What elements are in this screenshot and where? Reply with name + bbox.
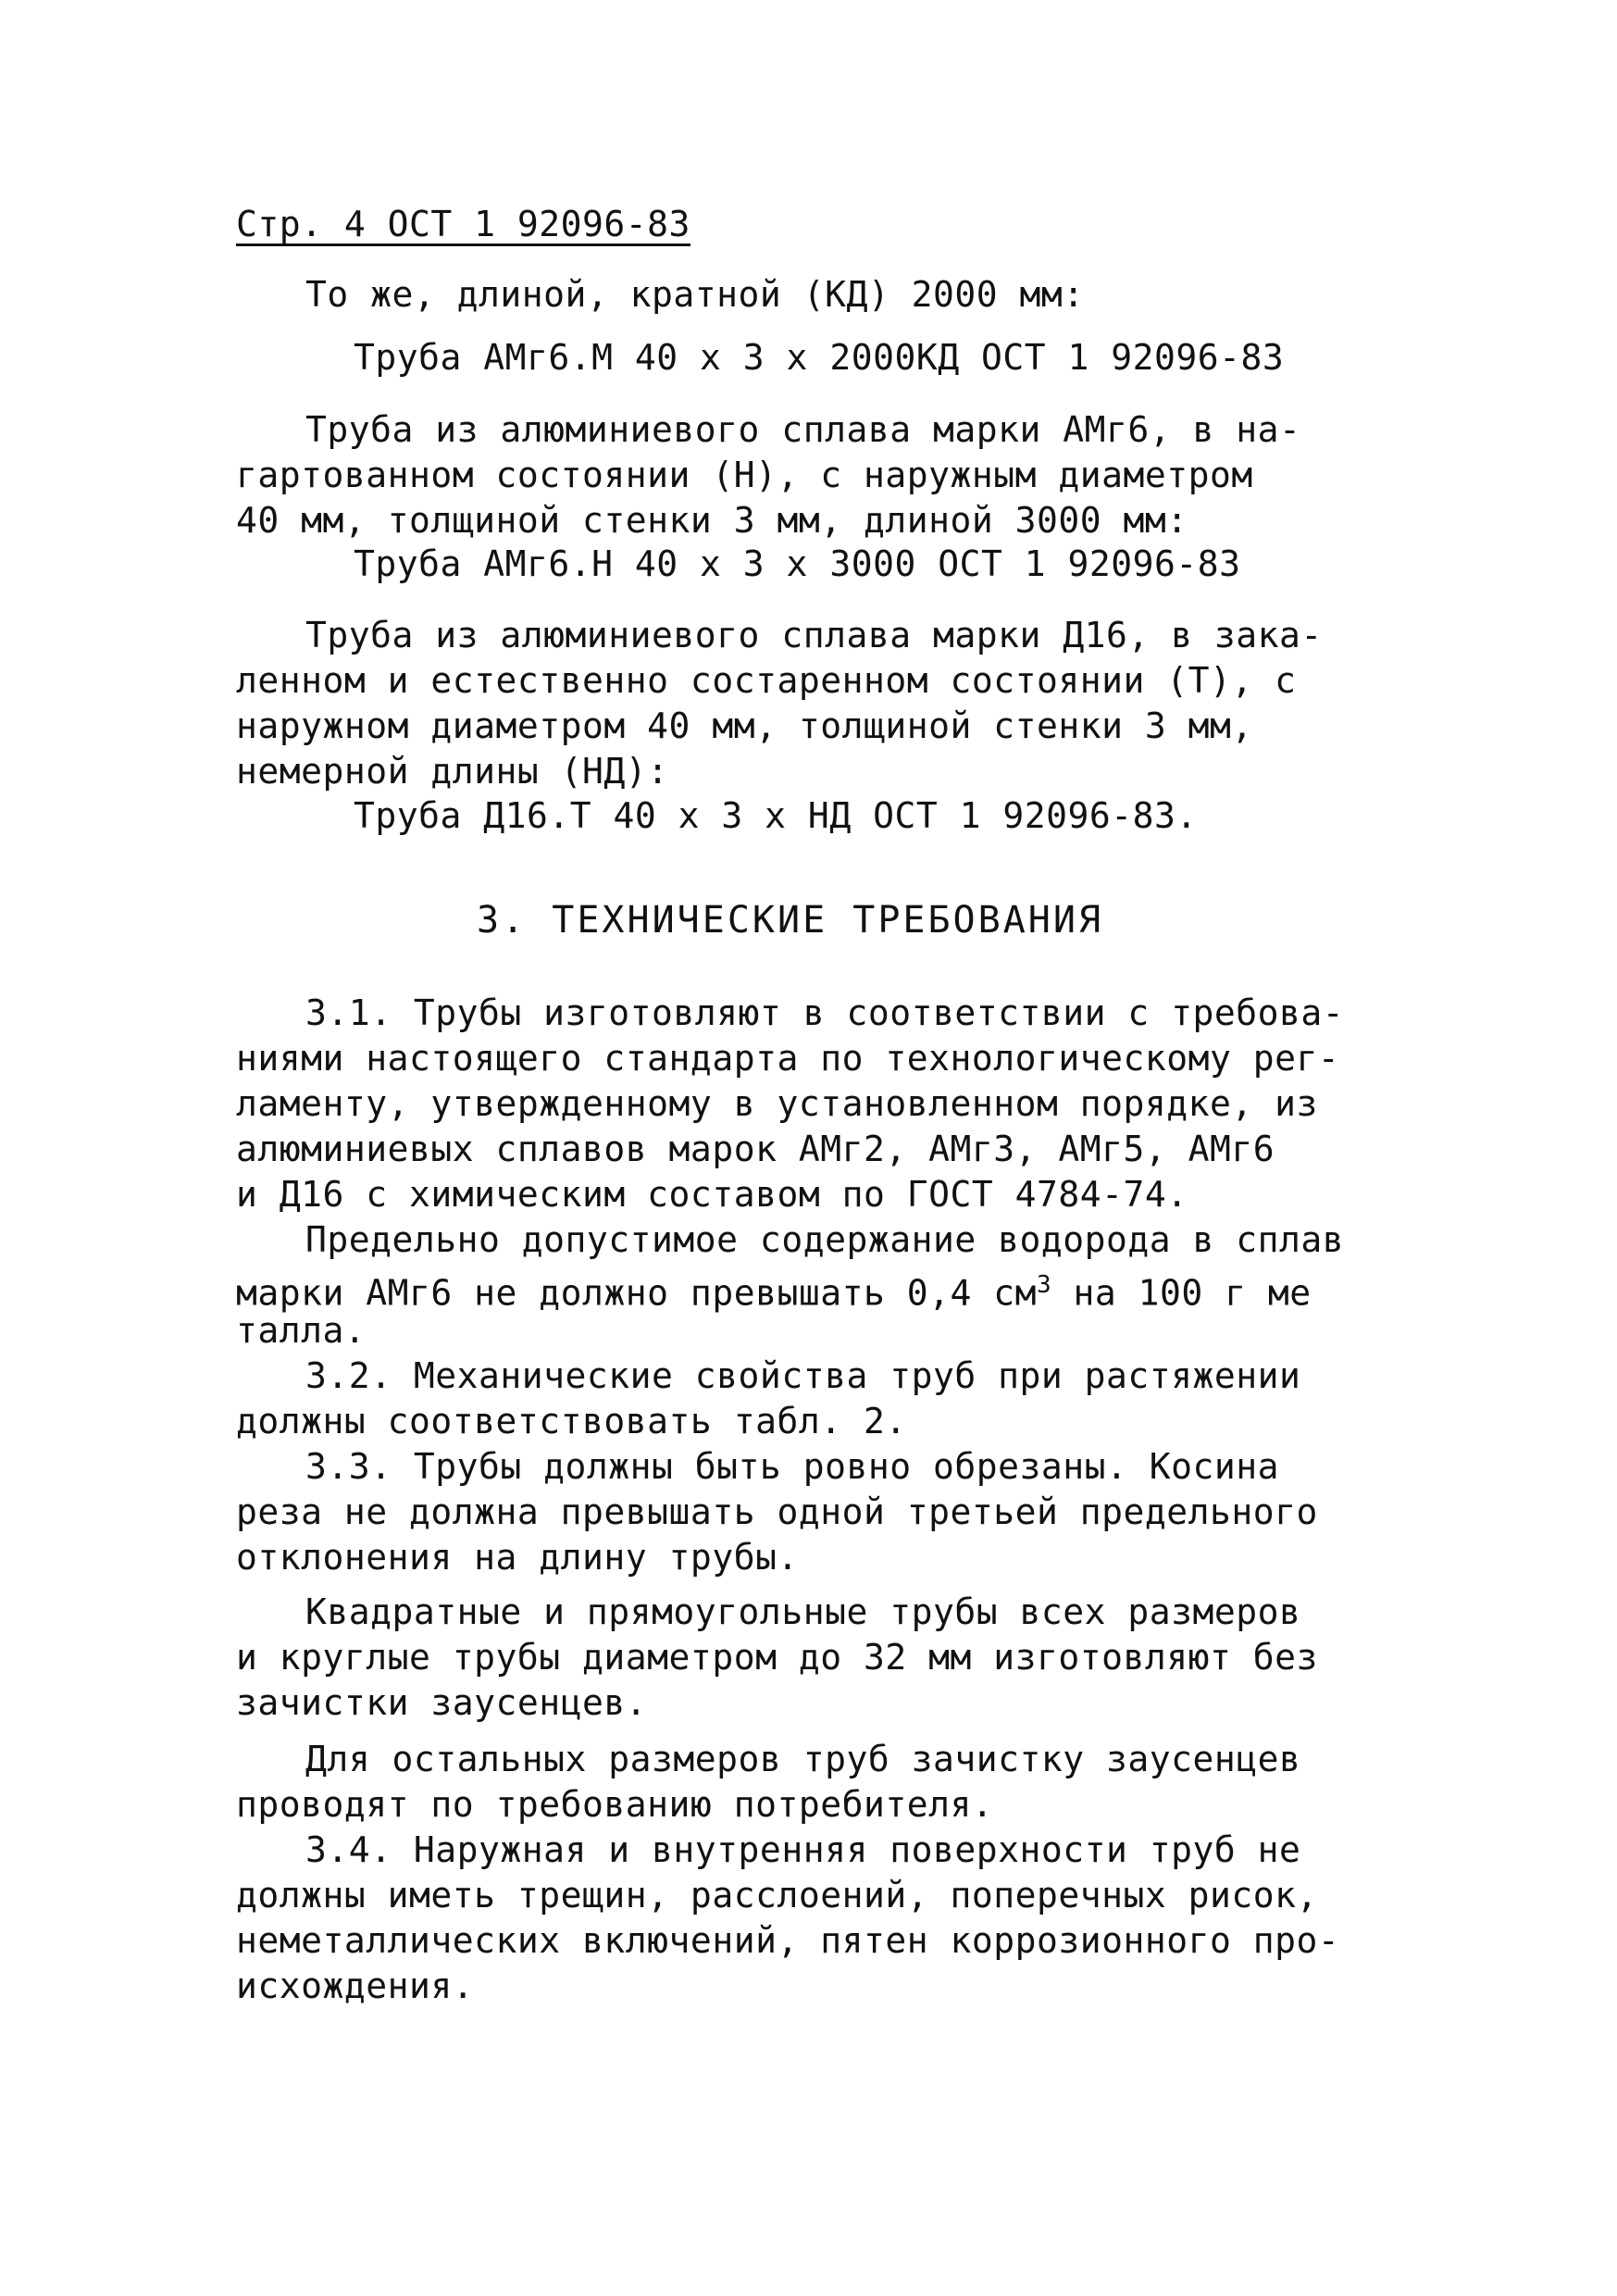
p3-3-line: реза не должна превышать одной третьей предельного [236,1491,1318,1532]
para-1-line: Труба из алюминиевого сплава марки АМг6, в на- [305,409,1301,450]
p3-2-line: 3.2. Механические свойства труб при растяжении [305,1355,1301,1396]
p3-3-line: отклонения на длину трубы. [236,1537,799,1578]
p3-1-line: и Д16 с химическим составом по ГОСТ 4784-74. [236,1174,1188,1215]
square-tubes-line: и круглые трубы диаметром до 32 мм изготовляют без [236,1637,1318,1678]
p3-1-line: ламенту, утвержденному в установленном порядке, из [236,1083,1318,1124]
p3-4-line: исхождения. [236,1965,475,2006]
square-tubes-line: зачистки заусенцев. [236,1682,648,1723]
other-sizes-line: проводят по требованию потребителя. [236,1784,994,1825]
hydrogen-text: марки АМг6 не должно превышать 0,4 см [236,1272,1037,1314]
example-intro: То же, длиной, кратной (КД) 2000 мм: [305,274,1085,315]
hydrogen-text: на 100 г ме [1051,1272,1312,1314]
section-title: 3. ТЕХНИЧЕСКИЕ ТРЕБОВАНИЯ [477,899,1104,942]
p3-4-line: должны иметь трещин, расслоений, поперечных рисок, [236,1875,1318,1915]
para-2-line: немерной длины (НД): [236,751,669,792]
designation-2: Труба АМг6.Н 40 х 3 х 3000 ОСТ 1 92096-83 [354,543,1241,584]
p3-1-line: 3.1. Трубы изготовляют в соответствии с требова- [305,992,1345,1033]
hydrogen-line [236,1263,1312,1316]
para-1-line: 40 мм, толщиной стенки 3 мм, длиной 3000 мм: [236,500,1188,541]
p3-1-line: ниями настоящего стандарта по технологическому рег- [236,1038,1340,1079]
hydrogen-line: талла. [236,1310,367,1351]
designation-1: Труба АМг6.М 40 х 3 х 2000КД ОСТ 1 92096-83 [354,337,1285,378]
p3-2-line: должны соответствовать табл. 2. [236,1401,907,1441]
para-2-line: наружном диаметром 40 мм, толщиной стенки 3 мм, [236,705,1253,746]
designation-3: Труба Д16.Т 40 х 3 х НД ОСТ 1 92096-83. [354,795,1198,836]
superscript-3: 3 [1036,1271,1052,1299]
para-1-line: гартованном состоянии (Н), с наружным диаметром [236,455,1253,495]
para-2-line: ленном и естественно состаренном состоянии (Т), с [236,660,1297,701]
p3-1-line: алюминиевых сплавов марок АМг2, АМг3, АМг5, АМг6 [236,1129,1275,1169]
square-tubes-line: Квадратные и прямоугольные трубы всех размеров [305,1591,1301,1632]
hydrogen-line: Предельно допустимое содержание водорода в сплав [305,1219,1345,1260]
p3-3-line: 3.3. Трубы должны быть ровно обрезаны. Косина [305,1446,1280,1487]
para-2-line: Труба из алюминиевого сплава марки Д16, в зака- [305,615,1323,655]
page-header: Стр. 4 ОСТ 1 92096-83 [236,204,690,244]
other-sizes-line: Для остальных размеров труб зачистку заусенцев [305,1739,1301,1779]
p3-4-line: 3.4. Наружная и внутренняя поверхности труб не [305,1829,1301,1870]
p3-4-line: неметаллических включений, пятен коррозионного про- [236,1920,1340,1961]
